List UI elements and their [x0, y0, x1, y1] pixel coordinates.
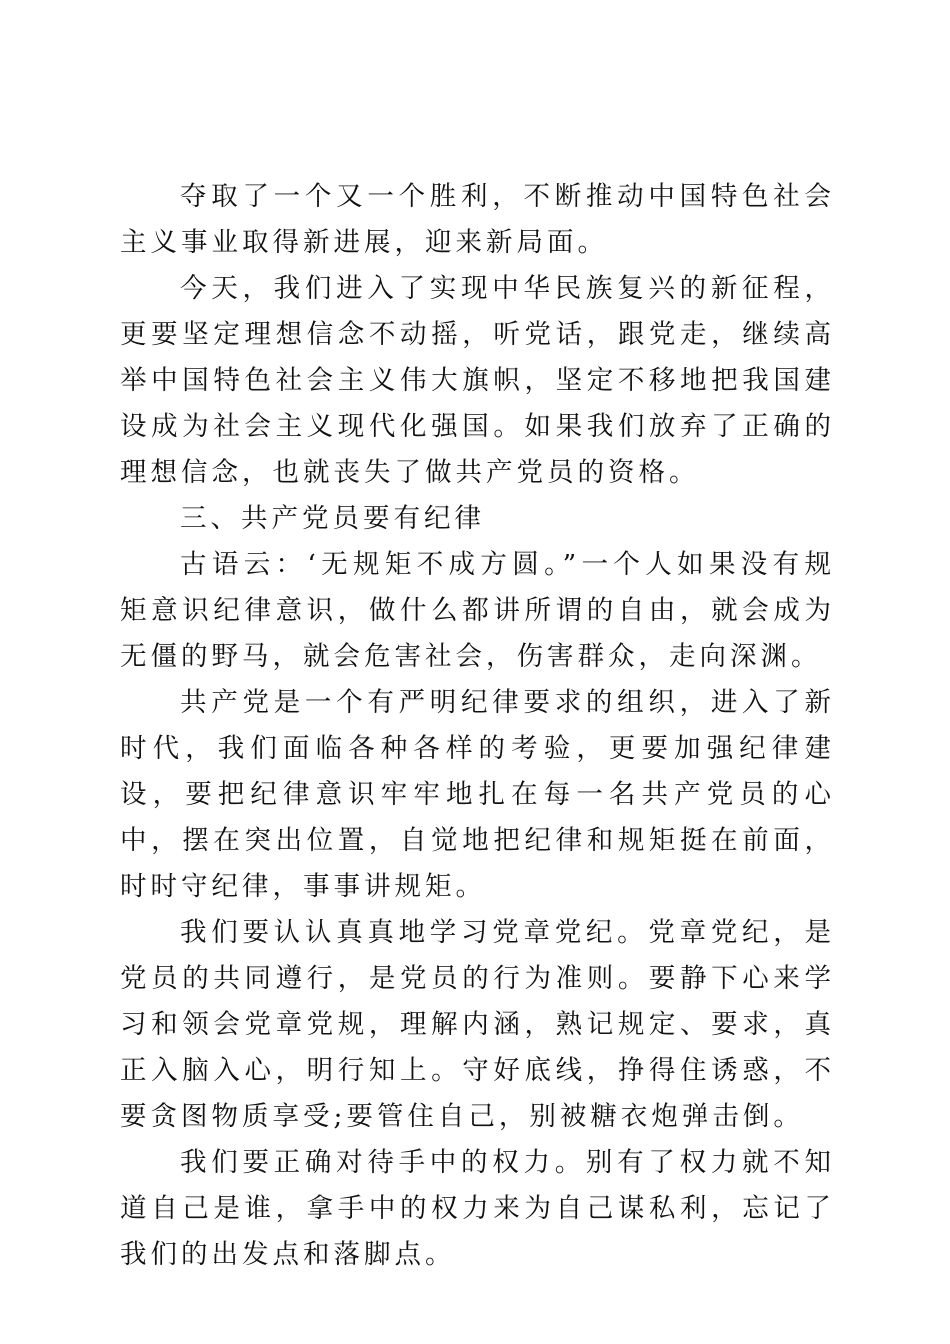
paragraph-3: 古语云：‘无规矩不成方圆。”一个人如果没有规矩意识纪律意识，做什么都讲所谓的自由，就会成为无僵的野马，就会危害社会，伤害群众，走向深渊。: [120, 549, 835, 672]
paragraph-1: 夺取了一个又一个胜利，不断推动中国特色社会主义事业取得新进展，迎来新局面。: [120, 181, 835, 258]
document-body: [120, 174, 835, 1278]
paragraph-4: 共产党是一个有严明纪律要求的组织，进入了新时代，我们面临各种各样的考验，更要加强纪律建设，要把纪律意识牢牢地扎在每一名共产党员的心中，摆在突出位置，自觉地把纪律和规矩挺在前面，时时守纪律，事事讲规矩。: [120, 687, 835, 902]
paragraph-5: 我们要认认真真地学习党章党纪。党章党纪，是党员的共同遵行，是党员的行为准则。要静下心来学习和领会党章党规，理解内涵，熟记规定、要求，真正入脑入心，明行知上。守好底线，挣得住诱惑，不要贪图物质享受;要管住自己，别被糖衣炮弹击倒。: [120, 917, 835, 1132]
section-heading: 三、共产党员要有纪律: [180, 503, 485, 534]
paragraph-6: 我们要正确对待手中的权力。别有了权力就不知道自己是谁，拿手中的权力来为自己谋私利，忘记了我们的出发点和落脚点。: [120, 1147, 835, 1270]
paragraph-2: 今天，我们进入了实现中华民族复兴的新征程，更要坚定理想信念不动摇，听党话，跟党走，继续高举中国特色社会主义伟大旗帜，坚定不移地把我国建设成为社会主义现代化强国。如果我们放弃了正确的理想信念，也就丧失了做共产党员的资格。: [120, 273, 835, 488]
